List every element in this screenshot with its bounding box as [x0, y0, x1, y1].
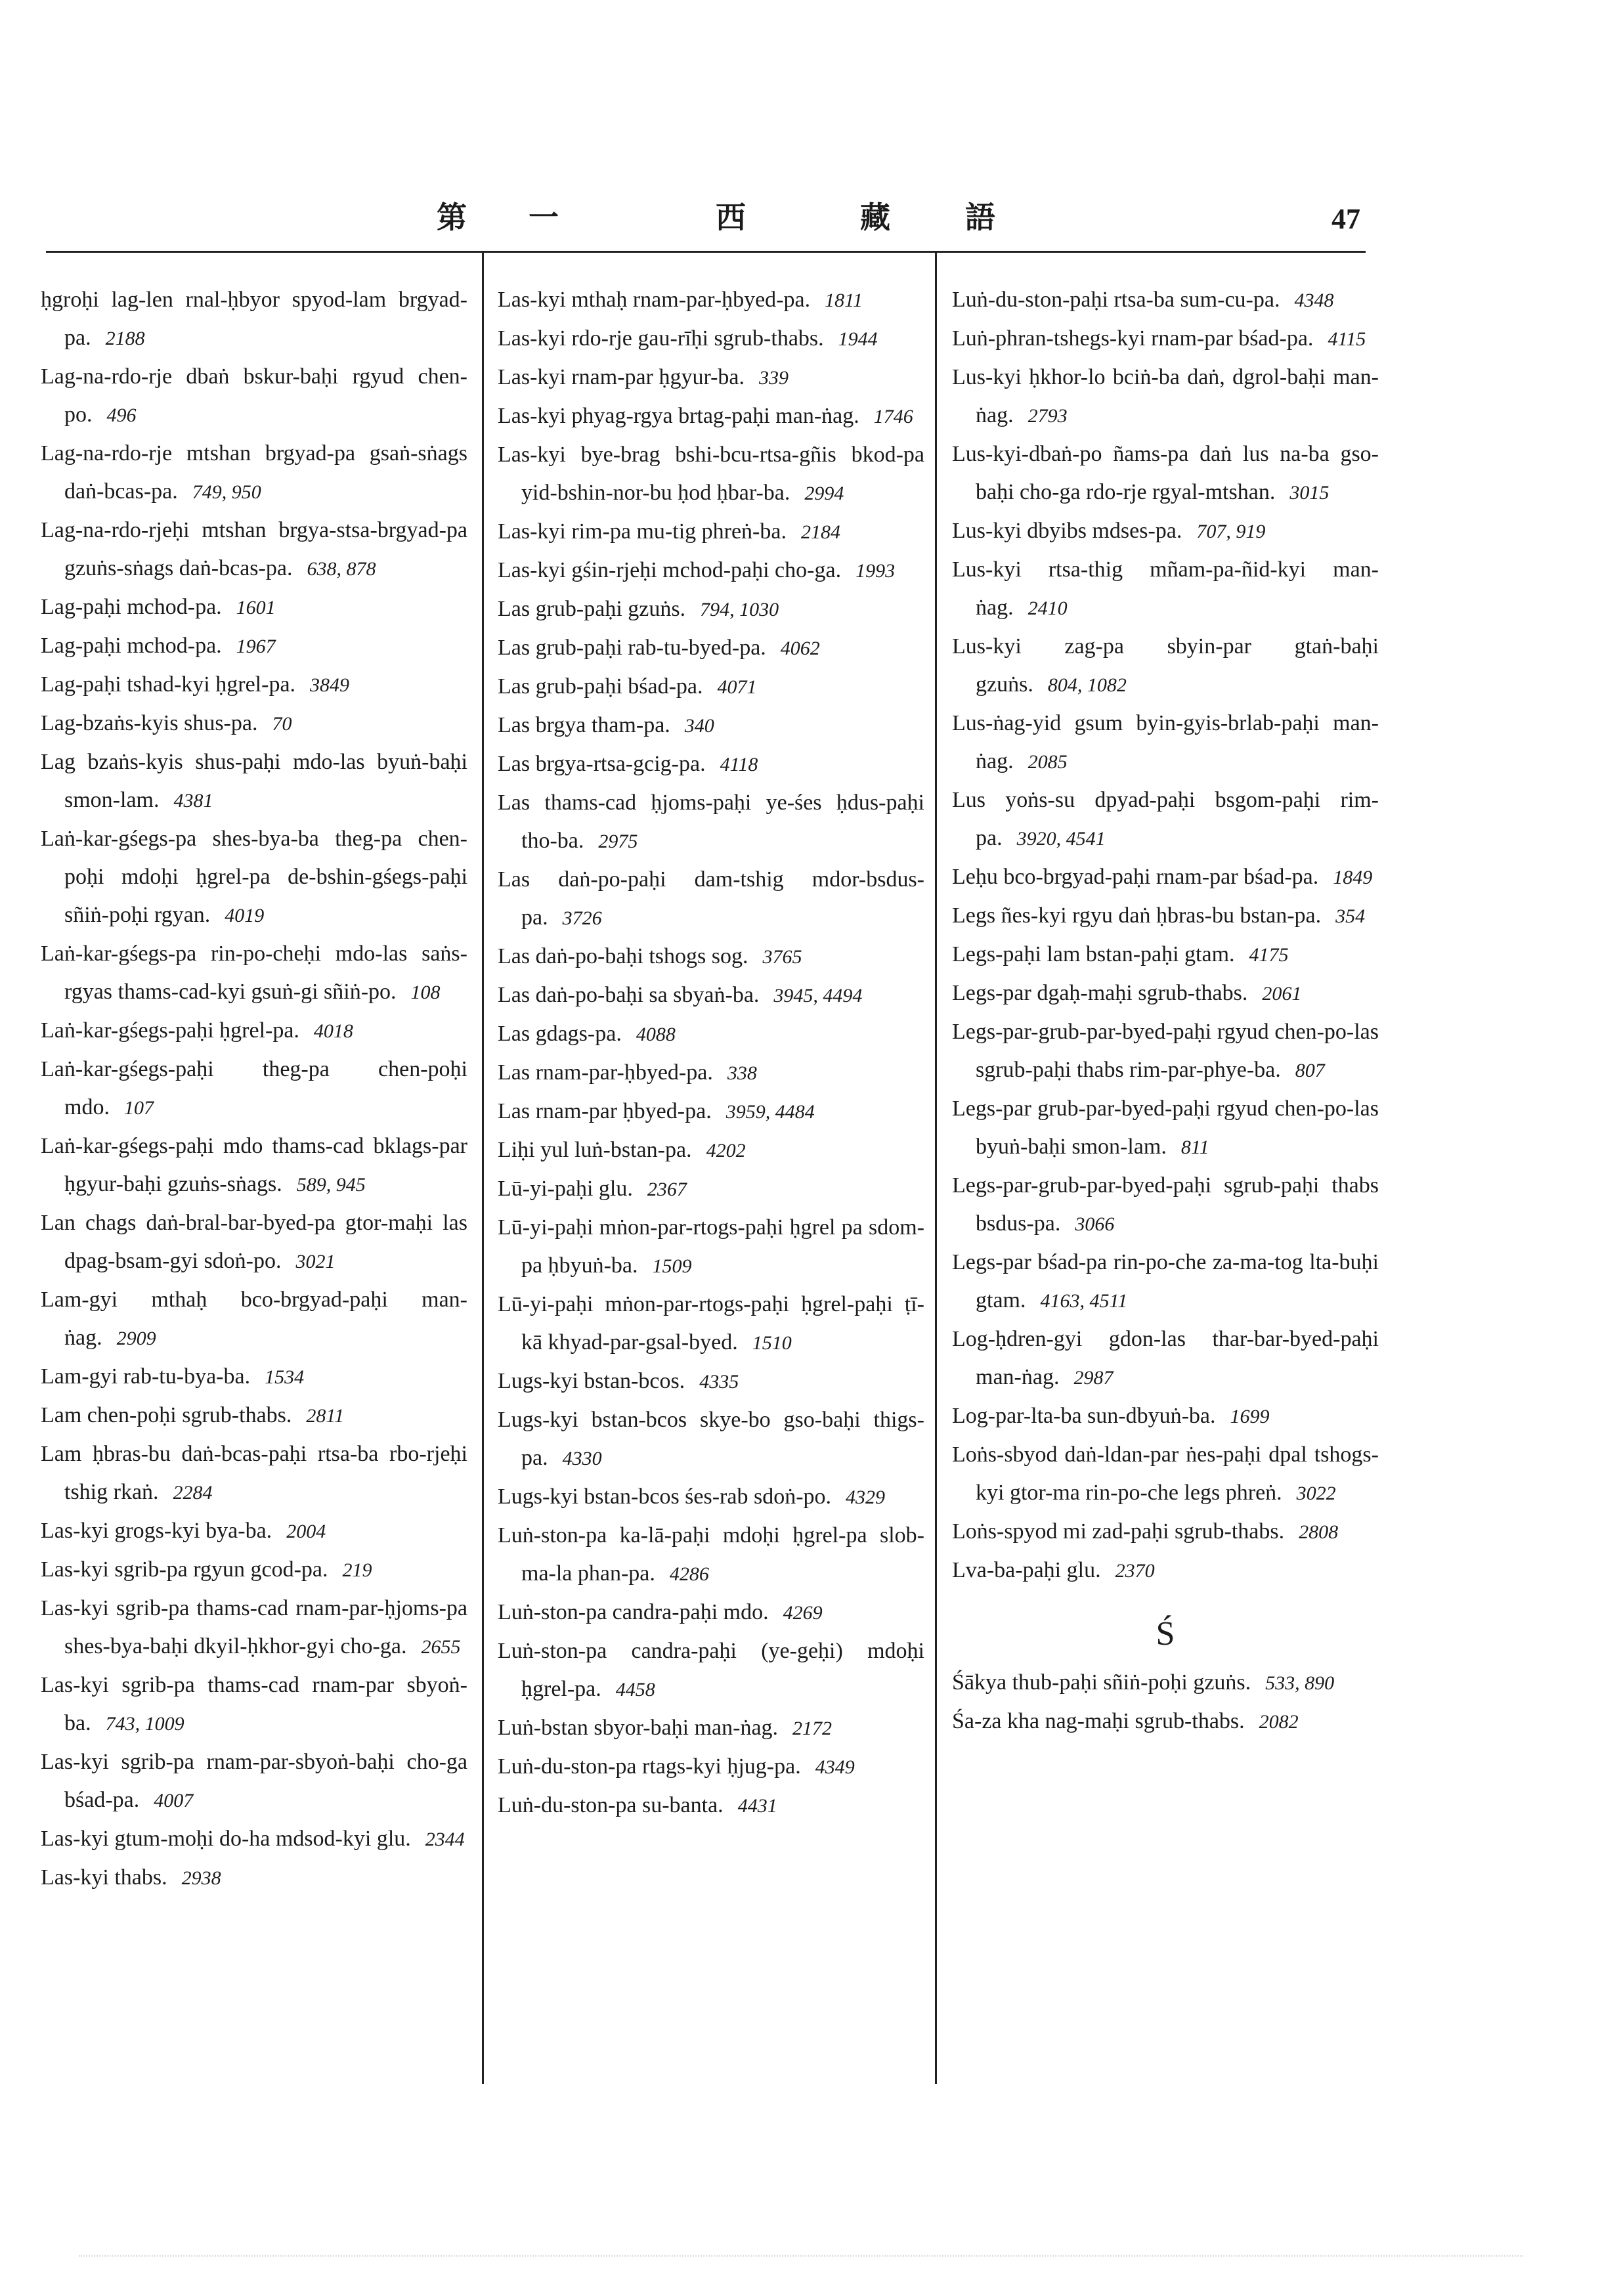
entry-title: Las grub-paḥi bśad-pa. — [498, 674, 703, 699]
index-entry — [952, 512, 1379, 551]
entry-title: Las thams-cad ḥjoms-paḥi ye-śes ḥdus-paḥi tho-ba. — [498, 791, 924, 853]
column-divider-2 — [935, 252, 937, 2084]
index-entry — [498, 1209, 924, 1286]
entry-number: 3959, 4484 — [725, 1101, 815, 1123]
entry-number: 4175 — [1249, 944, 1289, 966]
index-entry — [498, 358, 924, 397]
entry-number: 4019 — [225, 905, 265, 926]
index-entry — [952, 628, 1379, 704]
entry-title: Lag-paḥi tshad-kyi ḥgrel-pa. — [41, 672, 296, 697]
index-entry — [498, 784, 924, 861]
entry-title: Las-kyi sgrib-pa rgyun gcod-pa. — [41, 1557, 328, 1582]
entry-number: 4269 — [783, 1602, 823, 1624]
index-entry — [498, 1478, 924, 1517]
entry-title: Śākya thub-paḥi sñiṅ-poḥi gzuṅs. — [952, 1670, 1251, 1695]
entry-title: Las brgya tham-pa. — [498, 713, 670, 737]
entry-number: 2987 — [1073, 1367, 1114, 1389]
index-entry — [498, 436, 924, 513]
entry-title: Las-kyi rnam-par ḥgyur-ba. — [498, 365, 745, 389]
entry-number: 2284 — [173, 1482, 213, 1504]
entry-number: 4088 — [636, 1024, 676, 1045]
entry-title: Las grub-paḥi rab-tu-byed-pa. — [498, 636, 766, 660]
entry-number: 354 — [1335, 905, 1366, 927]
entry-number: 2188 — [105, 328, 145, 349]
index-entry — [41, 1281, 467, 1358]
index-entry — [41, 358, 467, 435]
entry-title: Legs ñes-kyi rgyu daṅ ḥbras-bu bstan-pa. — [952, 903, 1322, 928]
entry-title: Legs-par grub-par-byed-paḥi rgyud chen-po-las byuṅ-baḥi smon-lam. — [952, 1096, 1379, 1159]
index-entry — [41, 1859, 467, 1897]
index-entry — [41, 704, 467, 743]
entry-title: Lū-yi-paḥi glu. — [498, 1177, 633, 1201]
entry-number: 4431 — [737, 1795, 777, 1817]
index-entry — [498, 1748, 924, 1787]
entry-title: Laṅ-kar-gśegs-paḥi theg-pa chen-poḥi mdo. — [41, 1057, 467, 1119]
index-entry — [952, 1702, 1379, 1741]
entry-number: 3765 — [762, 946, 802, 968]
entry-title: Luṅ-ston-pa candra-paḥi mdo. — [498, 1600, 769, 1624]
index-entry — [41, 1358, 467, 1397]
entry-title: Las daṅ-po-baḥi tshogs sog. — [498, 944, 748, 968]
entry-number: 794, 1030 — [700, 599, 779, 620]
index-column-2 — [498, 281, 924, 1825]
entry-number: 1509 — [652, 1255, 692, 1277]
column-divider-1 — [482, 252, 484, 2084]
index-entry — [952, 781, 1379, 858]
entry-title: Lam-gyi rab-tu-bya-ba. — [41, 1364, 251, 1389]
entry-title: Las-kyi grogs-kyi bya-ba. — [41, 1519, 272, 1543]
entry-number: 4163, 4511 — [1040, 1290, 1128, 1312]
index-entry — [952, 551, 1379, 628]
entry-number: 804, 1082 — [1047, 674, 1127, 696]
entry-title: Lag-paḥi mchod-pa. — [41, 634, 222, 658]
header-char-4: 藏 — [860, 200, 890, 235]
page-number: 47 — [1331, 203, 1360, 235]
entry-title: Lus-kyi ḥkhor-lo bciṅ-ba daṅ, dgrol-baḥi man-ṅag. — [952, 365, 1379, 427]
entry-title: Lus-ṅag-yid gsum byin-gyis-brlab-paḥi man-ṅag. — [952, 711, 1379, 773]
index-entry — [41, 281, 467, 358]
index-entry — [41, 1051, 467, 1127]
index-entry — [498, 861, 924, 938]
index-entry — [41, 1590, 467, 1666]
index-entry — [952, 858, 1379, 897]
entry-title: Laṅ-kar-gśegs-paḥi ḥgrel-pa. — [41, 1018, 299, 1043]
entry-number: 4286 — [669, 1563, 709, 1585]
index-entry — [952, 1013, 1379, 1090]
entry-number: 108 — [410, 982, 441, 1003]
entry-title: Las-kyi gśin-rjeḥi mchod-paḥi cho-ga. — [498, 558, 842, 582]
index-entry — [498, 938, 924, 976]
entry-number: 3726 — [562, 907, 602, 929]
entry-number: 2410 — [1028, 597, 1068, 619]
entry-number: 3022 — [1296, 1483, 1336, 1504]
index-entry — [41, 1666, 467, 1743]
header-char-5: 語 — [965, 200, 995, 235]
entry-title: Laṅ-kar-gśegs-pa rin-po-cheḥi mdo-las saṅs-rgyas thams-cad-kyi gsuṅ-gi sñiṅ-po. — [41, 942, 467, 1004]
index-entry — [498, 1054, 924, 1093]
header-char-2: 一 — [529, 200, 559, 235]
index-entry — [41, 1435, 467, 1512]
entry-title: Legs-par-grub-par-byed-paḥi rgyud chen-po-las sgrub-paḥi thabs rim-par-phye-ba. — [952, 1020, 1379, 1082]
entry-number: 3021 — [295, 1251, 335, 1272]
entry-title: Lam ḥbras-bu daṅ-bcas-paḥi rtsa-ba rbo-rjeḥi tshig rkaṅ. — [41, 1442, 467, 1504]
entry-number: 339 — [759, 367, 789, 389]
entry-number: 4062 — [780, 638, 820, 659]
index-entry — [498, 1593, 924, 1632]
entry-number: 2808 — [1299, 1521, 1339, 1543]
index-entry — [498, 320, 924, 358]
entry-title: Lag-na-rdo-rje dbaṅ bskur-baḥi rgyud chen-po. — [41, 364, 467, 427]
index-entry — [498, 1517, 924, 1593]
index-entry — [952, 1513, 1379, 1551]
index-entry — [952, 1167, 1379, 1244]
entry-title: Las-kyi thabs. — [41, 1865, 167, 1890]
entry-number: 107 — [123, 1097, 154, 1119]
entry-title: Luṅ-ston-pa ka-lā-paḥi mdoḥi ḥgrel-pa slob-ma-la phan-pa. — [498, 1523, 924, 1586]
index-entry — [41, 820, 467, 935]
entry-title: Loṅs-spyod mi zad-paḥi sgrub-thabs. — [952, 1519, 1285, 1544]
entry-title: Lus-kyi zag-pa sbyin-par gtaṅ-baḥi gzuṅs. — [952, 634, 1379, 697]
entry-title: Las-kyi rdo-rje gau-rīḥi sgrub-thabs. — [498, 326, 824, 351]
entry-title: Las rnam-par ḥbyed-pa. — [498, 1099, 712, 1123]
entry-title: Luṅ-du-ston-pa su-banta. — [498, 1793, 724, 1817]
entry-number: 2811 — [306, 1405, 345, 1427]
entry-title: Las daṅ-po-baḥi sa sbyaṅ-ba. — [498, 983, 760, 1007]
entry-title: Las grub-paḥi gzuṅs. — [498, 597, 686, 621]
index-entry — [498, 1286, 924, 1362]
entry-number: 4007 — [154, 1790, 194, 1811]
index-entry — [498, 1401, 924, 1478]
index-entry — [41, 435, 467, 511]
entry-title: Laṅ-kar-gśegs-pa shes-bya-ba theg-pa chen-poḥi mdoḥi ḥgrel-pa de-bshin-gśegs-paḥi sñiṅ-poḥi rgyan. — [41, 827, 467, 927]
entry-number: 2367 — [647, 1179, 687, 1200]
entry-title: Lan chags daṅ-bral-bar-byed-pa gtor-maḥi las dpag-bsam-gyi sdoṅ-po. — [41, 1211, 467, 1273]
entry-number: 1967 — [236, 636, 276, 657]
index-entry — [41, 1127, 467, 1204]
entry-title: Las-kyi bye-brag bshi-bcu-rtsa-gñis bkod-pa yid-bshin-nor-bu ḥod ḥbar-ba. — [498, 443, 924, 505]
entry-title: Laṅ-kar-gśegs-paḥi mdo thams-cad bklags-par ḥgyur-baḥi gzuṅs-sṅags. — [41, 1134, 467, 1196]
entry-number: 2085 — [1028, 751, 1068, 773]
entry-number: 3849 — [310, 674, 350, 696]
index-entry — [498, 590, 924, 629]
index-entry — [498, 1709, 924, 1748]
entry-number: 1849 — [1333, 867, 1373, 888]
header-rule — [46, 251, 1366, 253]
header-char-3: 西 — [716, 200, 746, 235]
entry-number: 2975 — [598, 831, 638, 852]
entry-number: 4349 — [815, 1756, 855, 1778]
entry-number: 1746 — [873, 406, 913, 427]
entry-number: 1944 — [838, 328, 878, 350]
index-entry — [952, 435, 1379, 512]
entry-number: 2793 — [1028, 405, 1068, 427]
entry-number: 4329 — [846, 1486, 886, 1508]
entry-title: Lam-gyi mthaḥ bco-brgyad-paḥi man-ṅag. — [41, 1288, 467, 1350]
entry-title: Las rnam-par-ḥbyed-pa. — [498, 1060, 713, 1085]
entry-number: 1534 — [265, 1366, 305, 1388]
entry-number: 4330 — [562, 1448, 602, 1469]
entry-number: 4071 — [717, 676, 757, 698]
index-entry — [952, 1090, 1379, 1167]
entry-number: 338 — [727, 1062, 757, 1084]
index-entry — [41, 1512, 467, 1551]
entry-number: 2004 — [286, 1521, 326, 1542]
entry-number: 2994 — [804, 483, 844, 504]
entry-number: 2909 — [116, 1328, 156, 1349]
entry-number: 4018 — [313, 1020, 353, 1042]
index-entry — [498, 976, 924, 1015]
entry-number: 219 — [342, 1559, 372, 1581]
entry-number: 70 — [272, 713, 292, 735]
index-entry — [41, 1397, 467, 1435]
entry-number: 1601 — [236, 597, 276, 618]
index-entry — [498, 513, 924, 552]
entry-number: 533, 890 — [1265, 1672, 1335, 1694]
index-entry — [498, 1131, 924, 1170]
entry-number: 811 — [1180, 1137, 1209, 1158]
entry-title: Lag-na-rdo-rje mtshan brgyad-pa gsaṅ-sṅags daṅ-bcas-pa. — [41, 441, 467, 504]
index-entry — [952, 897, 1379, 936]
index-entry — [952, 974, 1379, 1013]
entry-title: Las daṅ-po-paḥi dam-tshig mdor-bsdus-pa. — [498, 867, 924, 930]
entry-number: 589, 945 — [296, 1174, 366, 1196]
entry-title: Lag-paḥi mchod-pa. — [41, 595, 222, 619]
entry-title: Lugs-kyi bstan-bcos. — [498, 1369, 685, 1393]
entry-title: Lag bzaṅs-kyis shus-paḥi mdo-las byuṅ-baḥi smon-lam. — [41, 750, 467, 812]
index-entry — [41, 1204, 467, 1281]
index-entry — [41, 588, 467, 627]
index-entry — [41, 1743, 467, 1820]
entry-title: Legs-paḥi lam bstan-paḥi gtam. — [952, 942, 1235, 966]
entry-number: 340 — [684, 715, 714, 737]
entry-title: Luṅ-bstan sbyor-baḥi man-ṅag. — [498, 1716, 779, 1740]
entry-number: 3015 — [1289, 482, 1330, 504]
index-entry — [41, 1551, 467, 1590]
index-entry — [41, 935, 467, 1012]
entry-number: 638, 878 — [307, 558, 376, 580]
index-column-1 — [41, 281, 467, 1897]
entry-number: 3066 — [1075, 1213, 1115, 1235]
entry-title: Loṅs-sbyod daṅ-ldan-par ṅes-paḥi dpal tshogs-kyi gtor-ma rin-po-che legs phreṅ. — [952, 1442, 1379, 1505]
index-entry — [498, 1015, 924, 1054]
entry-number: 4348 — [1294, 290, 1334, 311]
entry-title: Luṅ-du-ston-paḥi rtsa-ba sum-cu-pa. — [952, 288, 1280, 312]
entry-title: Lam chen-poḥi sgrub-thabs. — [41, 1403, 292, 1427]
entry-title: Las-kyi mthaḥ rnam-par-ḥbyed-pa. — [498, 288, 811, 312]
section-heading: Ś — [1156, 1615, 1175, 1653]
entry-title: Lus yoṅs-su dpyad-paḥi bsgom-paḥi rim-pa. — [952, 788, 1379, 850]
entry-title: Luṅ-phran-tshegs-kyi rnam-par bśad-pa. — [952, 326, 1314, 351]
entry-title: Leḥu bco-brgyad-paḥi rnam-par bśad-pa. — [952, 865, 1319, 889]
index-entry — [41, 627, 467, 666]
header-char-1: 第 — [437, 200, 467, 235]
entry-number: 4381 — [173, 790, 213, 812]
index-entry — [41, 1820, 467, 1859]
entry-number: 743, 1009 — [105, 1713, 184, 1735]
entry-number: 2082 — [1259, 1711, 1299, 1733]
index-entry — [498, 1787, 924, 1825]
entry-title: Lag-bzaṅs-kyis shus-pa. — [41, 711, 258, 735]
index-entry — [952, 1551, 1379, 1590]
index-entry — [952, 358, 1379, 435]
index-entry — [498, 1362, 924, 1401]
index-entry — [498, 668, 924, 706]
index-entry — [498, 281, 924, 320]
entry-title: Las-kyi sgrib-pa thams-cad rnam-par-ḥjoms-pa shes-bya-baḥi dkyil-ḥkhor-gyi cho-ga. — [41, 1596, 467, 1658]
index-entry — [498, 1632, 924, 1709]
entry-number: 807 — [1295, 1060, 1325, 1081]
index-entry — [952, 704, 1379, 781]
index-column-3 — [952, 281, 1379, 1741]
entry-title: Lū-yi-paḥi mṅon-par-rtogs-paḥi ḥgrel-paḥi ṭī-kā khyad-par-gsal-byed. — [498, 1292, 924, 1354]
entry-number: 2061 — [1262, 983, 1302, 1005]
entry-number: 4118 — [720, 754, 758, 775]
entry-number: 1811 — [825, 290, 863, 311]
entry-number: 2370 — [1115, 1560, 1155, 1582]
index-entry — [952, 936, 1379, 974]
entry-title: Lus-kyi-dbaṅ-po ñams-pa daṅ lus na-ba gso-baḥi cho-ga rdo-rje rgyal-mtshan. — [952, 442, 1379, 504]
entry-number: 2184 — [800, 521, 840, 543]
entry-title: Las-kyi sgrib-pa rnam-par-sbyoṅ-baḥi cho-ga bśad-pa. — [41, 1750, 467, 1812]
entry-number: 3945, 4494 — [773, 985, 863, 1007]
entry-title: Legs-par-grub-par-byed-paḥi sgrub-paḥi thabs bsdus-pa. — [952, 1173, 1379, 1236]
entry-number: 749, 950 — [192, 481, 261, 503]
entry-number: 2938 — [181, 1867, 221, 1889]
entry-title: Lugs-kyi bstan-bcos śes-rab sdoṅ-po. — [498, 1484, 832, 1509]
entry-title: Las-kyi gtum-moḥi do-ha mdsod-kyi glu. — [41, 1827, 411, 1851]
entry-title: Luṅ-du-ston-pa rtags-kyi ḥjug-pa. — [498, 1754, 801, 1779]
entry-title: Las gdags-pa. — [498, 1022, 622, 1046]
entry-title: Las-kyi sgrib-pa thams-cad rnam-par sbyoṅ-ba. — [41, 1673, 467, 1735]
entry-title: Las-kyi phyag-rgya brtag-paḥi man-ṅag. — [498, 404, 859, 428]
index-entry — [41, 1012, 467, 1051]
entry-number: 1510 — [752, 1332, 792, 1354]
index-entry — [498, 745, 924, 784]
entry-number: 707, 919 — [1196, 521, 1266, 542]
entry-number: 1699 — [1230, 1406, 1270, 1427]
entry-number: 496 — [106, 404, 137, 426]
index-entry — [498, 1093, 924, 1131]
entry-title: Lva-ba-paḥi glu. — [952, 1558, 1101, 1582]
entry-title: Log-par-lta-ba sun-dbyuṅ-ba. — [952, 1404, 1216, 1428]
entry-title: Śa-za kha nag-maḥi sgrub-thabs. — [952, 1709, 1245, 1733]
index-entry — [952, 320, 1379, 358]
index-entry — [498, 552, 924, 590]
entry-title: Las brgya-rtsa-gcig-pa. — [498, 752, 706, 776]
index-entry — [952, 1397, 1379, 1436]
index-entry — [952, 1436, 1379, 1513]
entry-title: Legs-par dgaḥ-maḥi sgrub-thabs. — [952, 981, 1248, 1005]
index-entry — [498, 397, 924, 436]
entry-number: 2344 — [425, 1829, 465, 1850]
scan-noise — [79, 2255, 1523, 2257]
index-entry — [498, 1170, 924, 1209]
entry-number: 2655 — [421, 1636, 461, 1658]
entry-title: Log-ḥdren-gyi gdon-las thar-bar-byed-paḥi man-ṅag. — [952, 1327, 1379, 1389]
running-header — [46, 197, 1366, 249]
entry-title: Lugs-kyi bstan-bcos skye-bo gso-baḥi thigs-pa. — [498, 1408, 924, 1470]
index-entry — [952, 1664, 1379, 1702]
entry-title: Legs-par bśad-pa rin-po-che za-ma-tog lta-buḥi gtam. — [952, 1250, 1379, 1312]
entry-number: 4335 — [699, 1371, 739, 1393]
entry-title: Luṅ-ston-pa candra-paḥi (ye-geḥi) mdoḥi ḥgrel-pa. — [498, 1639, 924, 1701]
entry-title: ḥgroḥi lag-len rnal-ḥbyor spyod-lam brgyad-pa. — [41, 288, 467, 350]
index-entry — [41, 666, 467, 704]
index-entry — [952, 1244, 1379, 1320]
entry-number: 3920, 4541 — [1016, 828, 1106, 850]
entry-title: Liḥi yul luṅ-bstan-pa. — [498, 1138, 692, 1162]
entry-number: 4115 — [1328, 328, 1366, 350]
entry-title: Lus-kyi dbyibs mdses-pa. — [952, 519, 1182, 543]
index-entry — [952, 281, 1379, 320]
index-entry — [41, 511, 467, 588]
entry-number: 1993 — [855, 560, 896, 582]
index-entry — [498, 706, 924, 745]
entry-number: 4202 — [706, 1140, 746, 1161]
entry-title: Las-kyi rim-pa mu-tig phreṅ-ba. — [498, 519, 787, 544]
index-entry — [41, 743, 467, 820]
index-entry — [498, 629, 924, 668]
entry-title: Lus-kyi rtsa-thig mñam-pa-ñid-kyi man-ṅag. — [952, 557, 1379, 620]
entry-title: Lag-na-rdo-rjeḥi mtshan brgya-stsa-brgyad-pa gzuṅs-sṅags daṅ-bcas-pa. — [41, 518, 467, 580]
entry-number: 2172 — [792, 1718, 833, 1739]
index-entry — [952, 1320, 1379, 1397]
entry-number: 4458 — [615, 1679, 655, 1700]
entry-title: Lū-yi-paḥi mṅon-par-rtogs-paḥi ḥgrel pa sdom-pa ḥbyuṅ-ba. — [498, 1215, 924, 1278]
